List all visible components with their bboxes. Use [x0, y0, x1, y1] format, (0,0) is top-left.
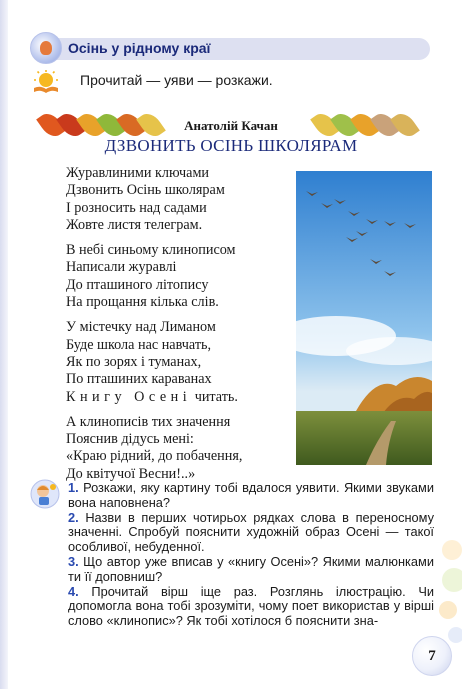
- stanza-2: [66, 242, 296, 311]
- poem-text: [66, 165, 296, 491]
- topic-title: Осінь у рідному краї: [68, 40, 211, 56]
- question-number: 4.: [68, 583, 79, 599]
- sun-book-icon: [32, 70, 60, 94]
- question-text: Що автор уже вписав у «книгу Осені»? Якими малюнками ти її доповниш?: [68, 553, 434, 584]
- question-number: 1.: [68, 480, 79, 495]
- stanza-4: [66, 414, 296, 483]
- poem-line: По пташиних караванах: [66, 371, 212, 388]
- page-edge: [0, 0, 8, 689]
- question-text: Назви в перших чотирьох рядках слова в переносному значенні. Спробуй пояснити художній образ Осені — такої особливої, небуденної.: [68, 509, 434, 555]
- globe-icon: [30, 32, 62, 64]
- poem-line: Буде школа нас навчать,: [66, 336, 212, 353]
- page-number: 7: [412, 636, 452, 676]
- thinking-child-icon: [30, 478, 60, 510]
- reading-instruction: Прочитай — уяви — розкажи.: [80, 72, 273, 88]
- question-item: [68, 555, 434, 585]
- questions-list: [68, 481, 434, 629]
- poem-title: ДЗВОНИТЬ ОСІНЬ ШКОЛЯРАМ: [104, 136, 358, 155]
- cranes-autumn-field-illustration: [296, 171, 432, 465]
- question-text: Розкажи, яку картину тобі вдалося уявити. Якими звуками вона наповнена?: [68, 480, 434, 510]
- poem-line: Журавлиними ключами: [66, 165, 210, 181]
- question-number: 3.: [68, 553, 79, 569]
- poem-line: Дзвонить Осінь школярам: [66, 182, 225, 199]
- poem-line: До пташиного літопису: [66, 276, 209, 293]
- poem-line-end: читать.: [194, 388, 238, 405]
- question-item: [68, 585, 434, 629]
- poem-line: А клинописів тих значення: [66, 413, 231, 430]
- question-item: [68, 511, 434, 555]
- poem-line: Пояснив дідусь мені:: [66, 431, 194, 448]
- poem-line: «Краю рідний, до побачення,: [66, 448, 243, 465]
- poem-line: В небі синьому клинописом: [66, 242, 236, 259]
- poem-line-spaced: [66, 389, 296, 406]
- poem-author: Анатолій Качан: [184, 118, 278, 133]
- poem-line: До квітучої Весни!..»: [66, 465, 196, 482]
- book-of-autumn-phrase: Книгу Осені: [66, 388, 192, 405]
- poem-line: Жовте листя телеграм.: [66, 216, 203, 233]
- question-item: [68, 481, 434, 511]
- poem-line: Як по зорях і туманах,: [66, 353, 202, 370]
- poem-line: Написали журавлі: [66, 259, 177, 276]
- question-number: 2.: [68, 509, 79, 525]
- poem-line: На прощання кілька слів.: [66, 294, 219, 311]
- poem-line: У містечку над Лиманом: [66, 319, 216, 336]
- question-text: Прочитай вірш іще раз. Розглянь ілюстрацію. Чи допомогла вона тобі зрозуміти, чому поет використав у вірші слово «клинопис»? Як тобі хотілося б пояснити зна-: [68, 583, 434, 629]
- stanza-3: [66, 319, 296, 405]
- poem-line: І розносить над садами: [66, 199, 207, 216]
- stanza-1: [66, 165, 296, 234]
